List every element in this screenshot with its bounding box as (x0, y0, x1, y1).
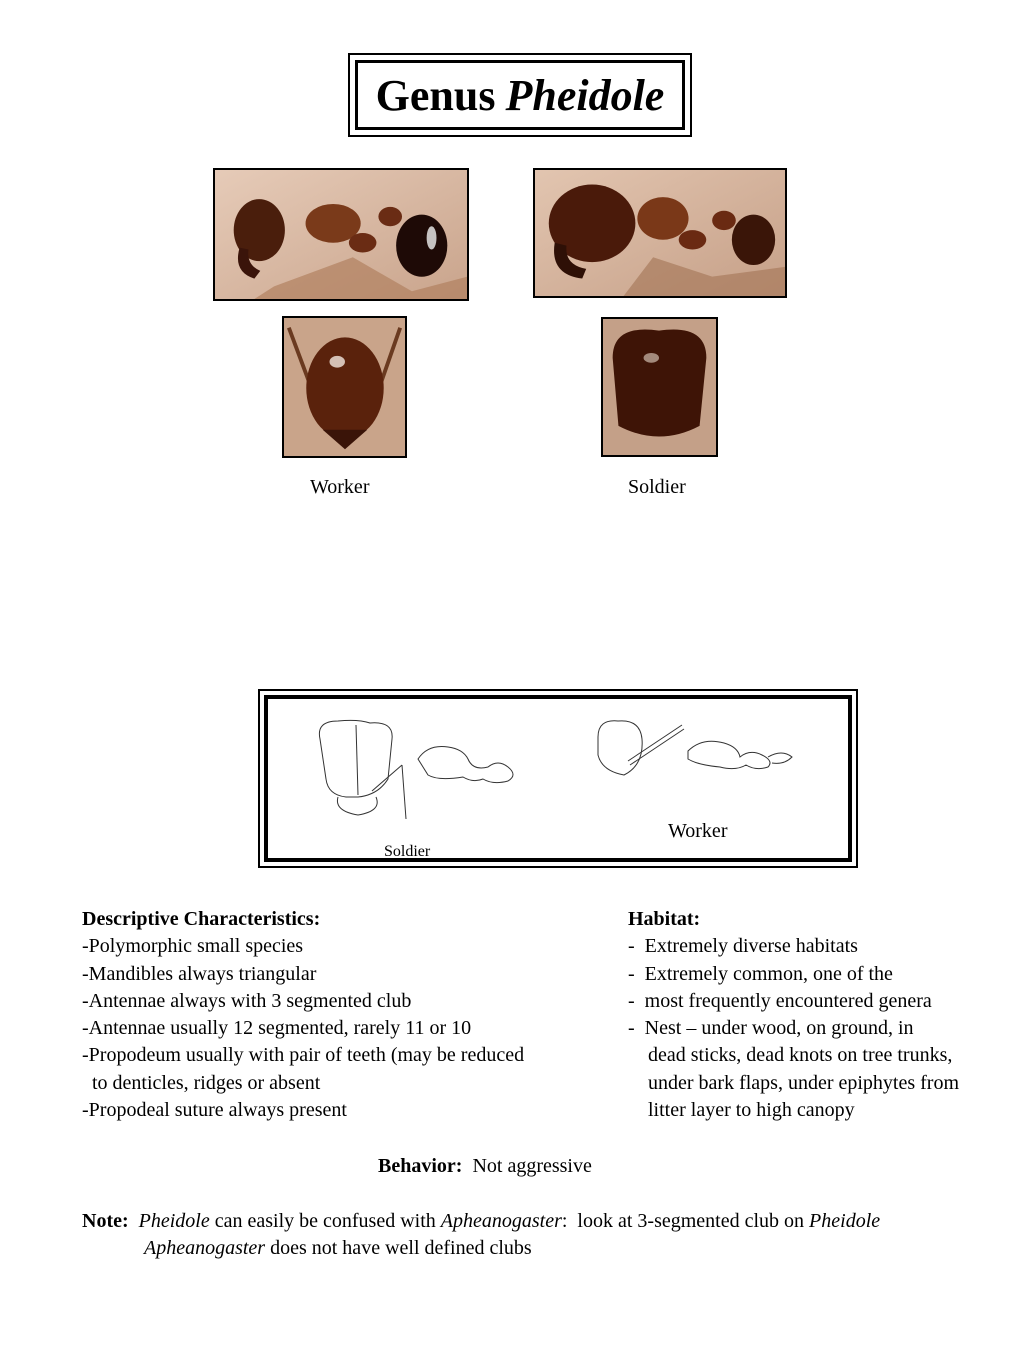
characteristic-item: -Polymorphic small species (82, 935, 304, 958)
note-text-1: can easily be confused with (209, 1210, 441, 1232)
note-label: Note: (82, 1210, 129, 1232)
soldier-caption: Soldier (628, 476, 686, 498)
line-drawings (268, 699, 852, 862)
habitat-item: - Extremely diverse habitats (628, 935, 858, 958)
worker-caption: Worker (310, 476, 370, 498)
drawing-frame (264, 695, 852, 862)
habitat-item: litter layer to high canopy (628, 1099, 855, 1122)
behavior-line (378, 1153, 592, 1180)
note-genus-1: Pheidole (138, 1210, 210, 1232)
note-genus-2: Apheanogaster (440, 1210, 562, 1232)
habitat-section (628, 906, 1018, 1124)
characteristic-item: to denticles, ridges or absent (82, 1071, 321, 1094)
note-genus-4: Apheanogaster (144, 1237, 266, 1259)
behavior-value: Not aggressive (472, 1155, 592, 1177)
habitat-item: dead sticks, dead knots on tree trunks, (628, 1044, 953, 1067)
habitat-item: under bark flaps, under epiphytes from (628, 1071, 960, 1094)
soldier-profile-photo (533, 168, 787, 298)
drawing-worker-label: Worker (668, 820, 728, 842)
soldier-head-photo (601, 317, 718, 457)
drawing-box (258, 689, 858, 868)
habitat-item: - most frequently encountered genera (628, 989, 932, 1012)
drawing-soldier-label: Soldier (384, 843, 431, 860)
note-genus-3: Pheidole (809, 1210, 881, 1232)
habitat-item: - Extremely common, one of the (628, 962, 893, 985)
title-prefix: Genus (375, 70, 496, 120)
characteristics-heading: Descriptive Characteristics: (82, 908, 321, 930)
note-line-1 (82, 1208, 880, 1235)
worker-head-photo (282, 316, 407, 458)
characteristic-item: -Propodeal suture always present (82, 1099, 347, 1122)
habitat-item: - Nest – under wood, on ground, in (628, 1017, 914, 1040)
note-text-2: : look at 3-segmented club on (561, 1210, 810, 1232)
worker-profile-photo (213, 168, 469, 301)
characteristic-item: -Propodeum usually with pair of teeth (may be reduced (82, 1044, 525, 1067)
page-title (355, 60, 685, 130)
note-line-2 (144, 1235, 532, 1262)
behavior-label: Behavior: (378, 1155, 463, 1177)
title-box (348, 53, 692, 137)
habitat-heading: Habitat: (628, 908, 701, 930)
characteristics-section (82, 906, 602, 1124)
characteristic-item: -Mandibles always triangular (82, 962, 317, 985)
characteristic-item: -Antennae always with 3 segmented club (82, 989, 412, 1012)
note-text-3: does not have well defined clubs (265, 1237, 532, 1259)
characteristic-item: -Antennae usually 12 segmented, rarely 11 or 10 (82, 1017, 472, 1040)
title-genus: Pheidole (505, 70, 665, 120)
